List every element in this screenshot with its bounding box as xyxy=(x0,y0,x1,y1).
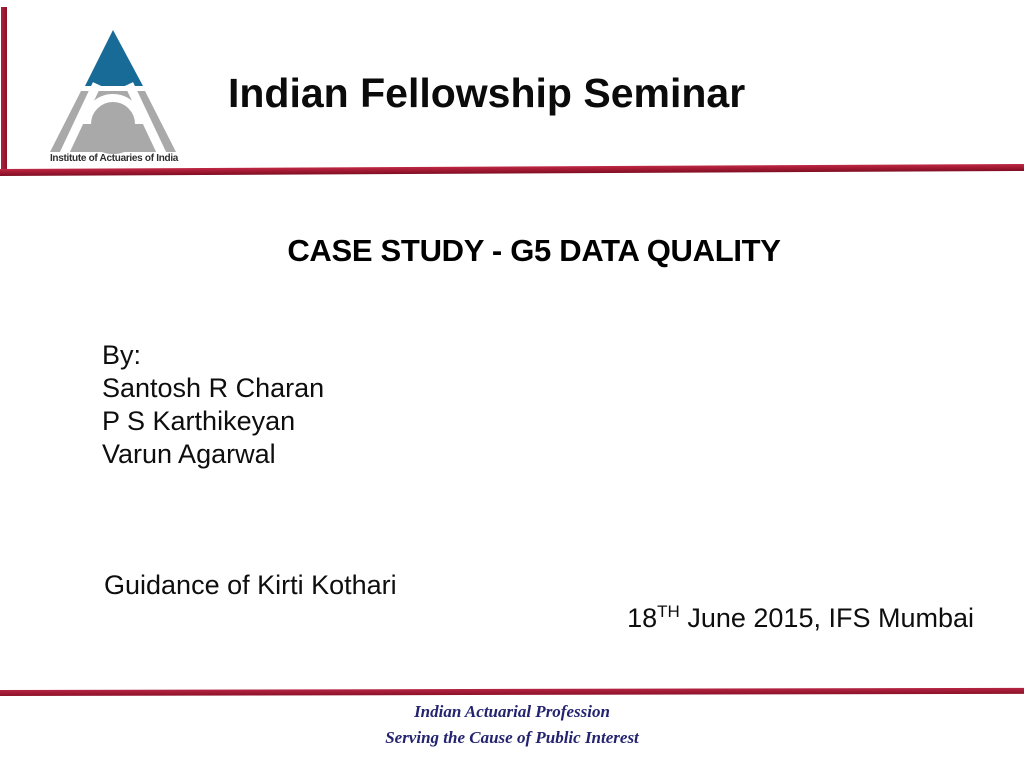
footer-line-1: Indian Actuarial Profession xyxy=(414,702,610,721)
author-name: Santosh R Charan xyxy=(102,373,325,403)
footer-line-2: Serving the Cause of Public Interest xyxy=(385,728,639,747)
logo-caption: Institute of Actuaries of India xyxy=(49,153,179,164)
date-ordinal-superscript: TH xyxy=(657,602,680,621)
date-day: 18 xyxy=(627,603,658,633)
byline-block xyxy=(102,339,324,471)
logo-blue-triangle xyxy=(85,30,143,86)
author-name: P S Karthikeyan xyxy=(102,406,296,436)
by-label: By: xyxy=(102,340,142,370)
header-rule xyxy=(0,164,1024,176)
author-name: Varun Agarwal xyxy=(102,439,276,469)
left-accent-bar xyxy=(1,7,7,171)
seminar-title: Indian Fellowship Seminar xyxy=(228,70,746,116)
footer-rule xyxy=(0,688,1024,696)
date-text xyxy=(627,603,974,634)
logo-gray-mountain xyxy=(50,84,176,154)
date-rest: June 2015, IFS Mumbai xyxy=(679,603,974,633)
case-study-title: CASE STUDY - G5 DATA QUALITY xyxy=(287,233,781,268)
institute-of-actuaries-logo xyxy=(45,26,185,154)
guidance-text: Guidance of Kirti Kothari xyxy=(104,570,397,600)
